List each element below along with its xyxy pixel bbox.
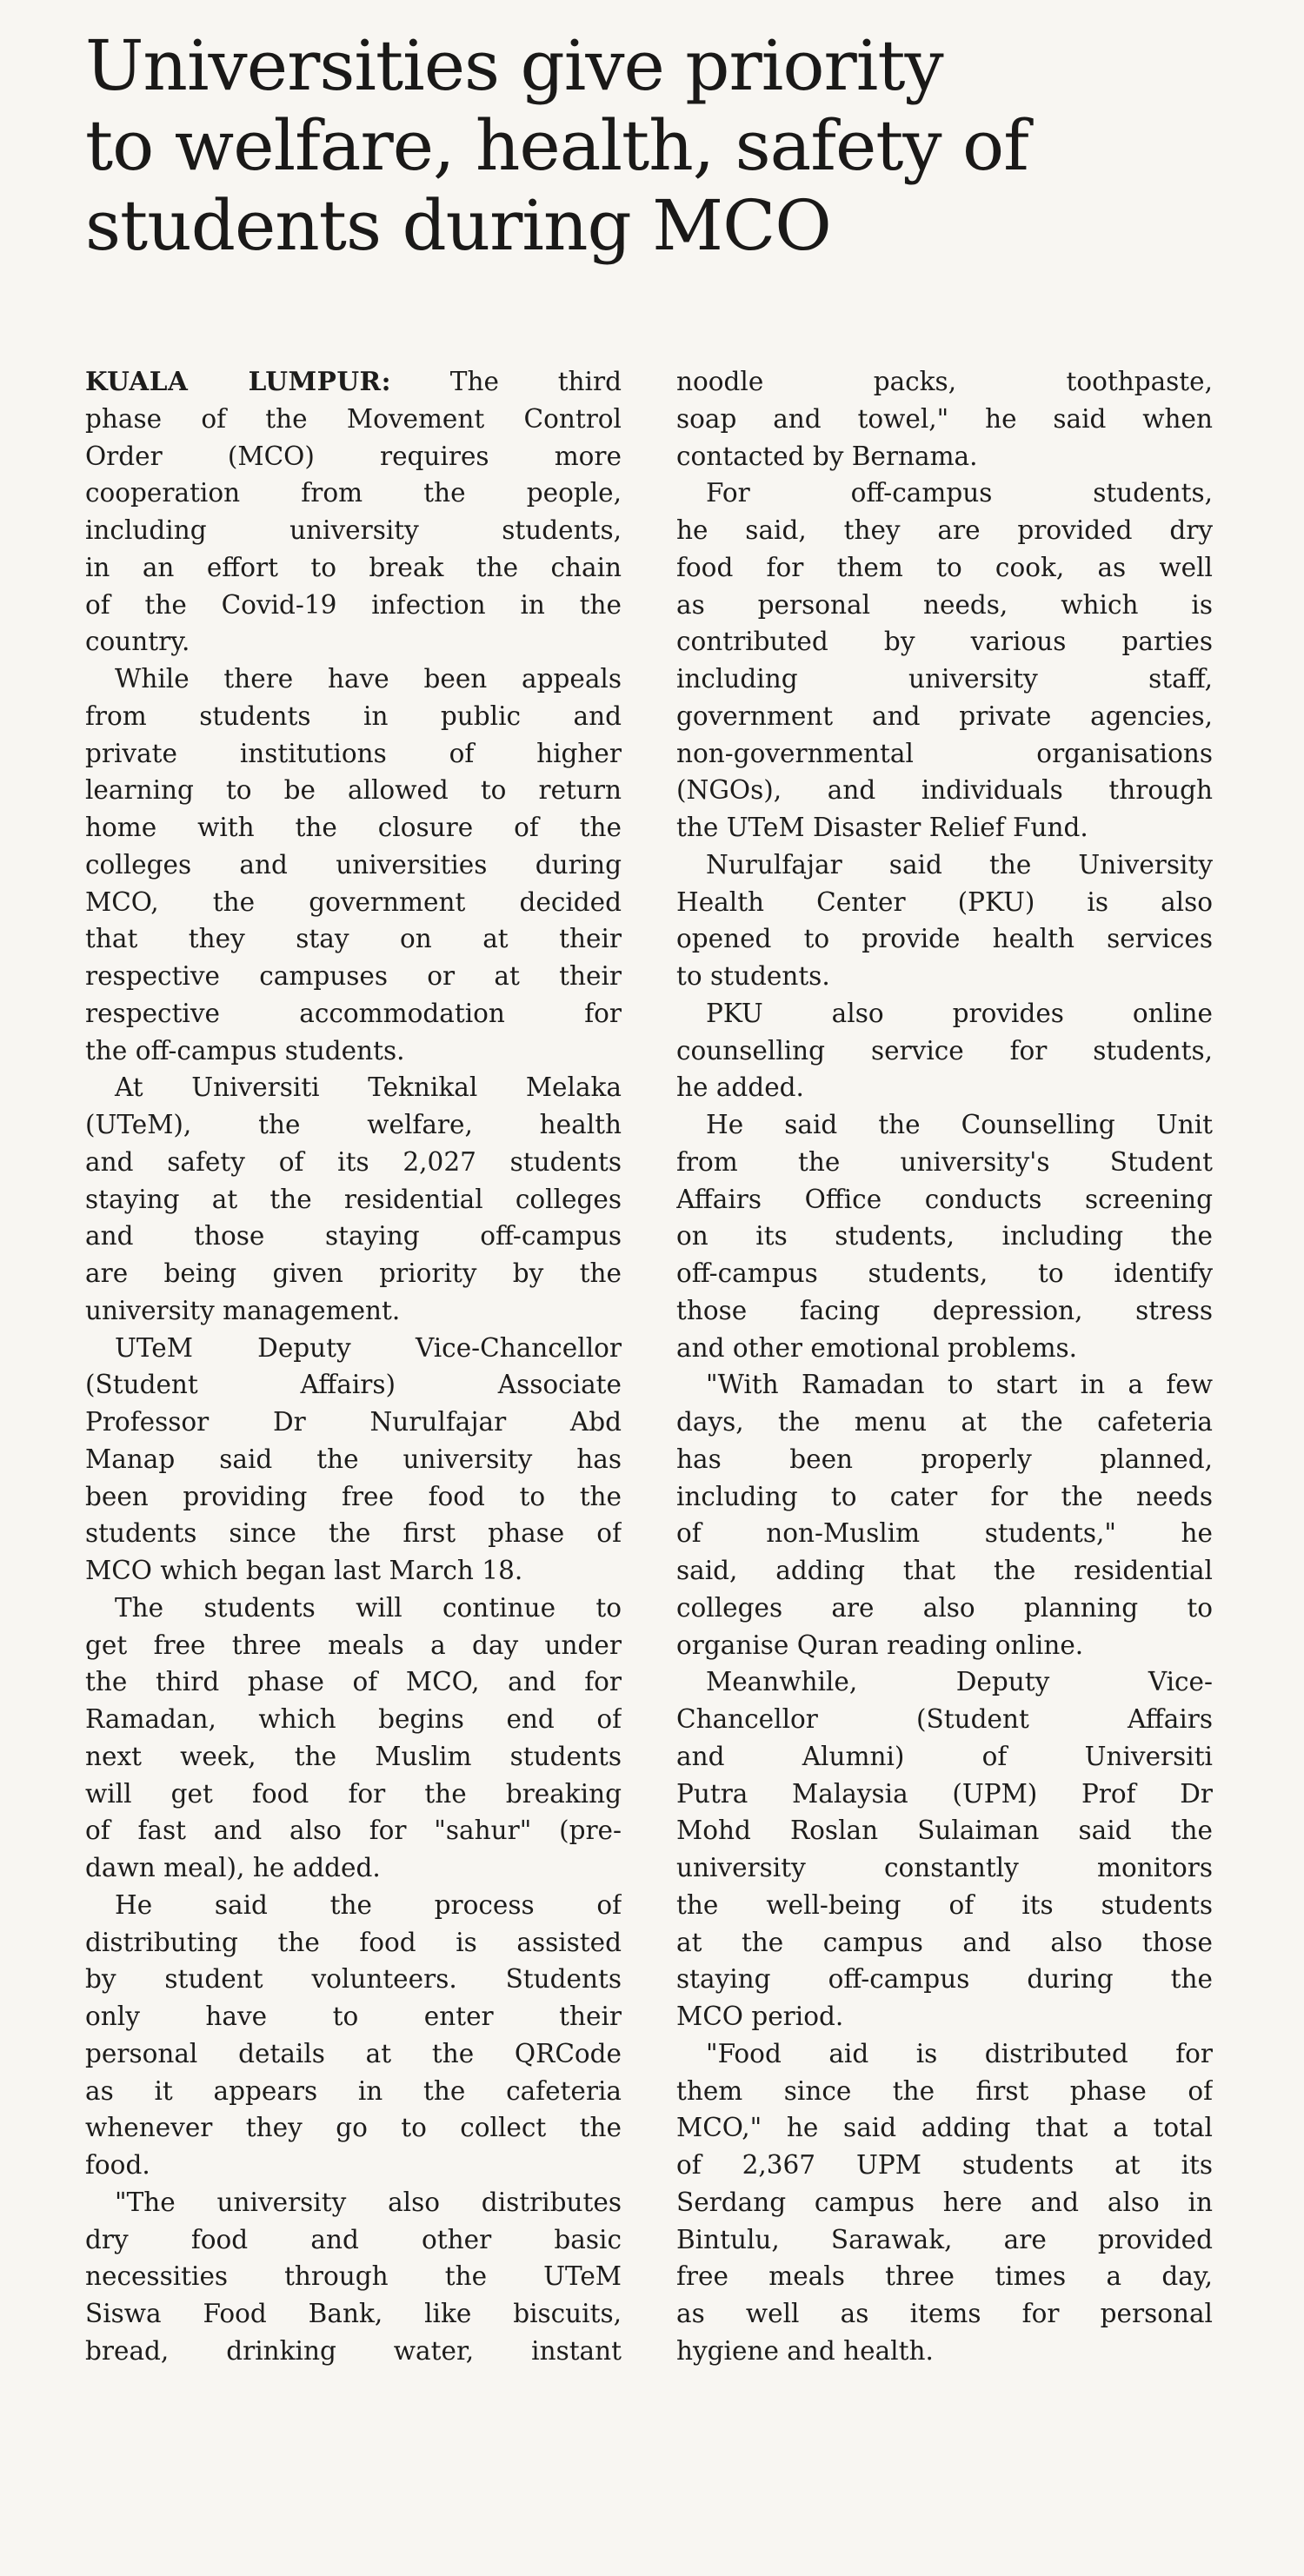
- article-text-line: home with the closure of the: [85, 813, 622, 842]
- article-text-line: phase of the Movement Control: [85, 403, 622, 434]
- article-text-line: learning to be allowed to return: [85, 775, 622, 806]
- article-text-line: MCO period.: [676, 2002, 844, 2031]
- article-text-line: colleges and universities during: [85, 849, 622, 880]
- article-text-line: of non-Muslim students," he: [676, 1518, 1213, 1549]
- article-text-line: on its students, including the: [676, 1221, 1213, 1251]
- article-text-line: dawn meal), he added.: [85, 1853, 381, 1882]
- article-text-line: Meanwhile, Deputy Vice-: [706, 1667, 1213, 1697]
- article-text-line: and Alumni) of Universiti: [676, 1741, 1213, 1771]
- article-text-line: as personal needs, which is: [676, 589, 1213, 620]
- article-text-line: colleges are also planning to: [676, 1592, 1213, 1623]
- article-text-line: from students in public and: [85, 700, 622, 731]
- article-text-line: university constantly monitors: [676, 1853, 1213, 1882]
- article-text-line: by student volunteers. Students: [85, 1964, 622, 1995]
- article-text-line: next week, the Muslim students: [85, 1741, 622, 1771]
- article-text-line: of the Covid-19 infection in the: [85, 589, 622, 620]
- article-text-line: "Food aid is distributed for: [706, 2038, 1213, 2068]
- article-text-line: the UTeM Disaster Relief Fund.: [676, 813, 1088, 842]
- article-text-line: whenever they go to collect the: [85, 2113, 622, 2143]
- article-text-line: soap and towel," he said when: [676, 403, 1213, 434]
- article-text-line: Mohd Roslan Sulaiman said the: [676, 1816, 1213, 1846]
- article-text-line: the well-being of its students: [676, 1889, 1213, 1920]
- article-text-line: at the campus and also those: [676, 1927, 1213, 1957]
- article-text-line: The students will continue to: [115, 1592, 622, 1623]
- article-text-line: including university students,: [85, 515, 622, 545]
- dateline: KUALA LUMPUR:: [85, 366, 391, 396]
- article-text-line: Ramadan, which begins end of: [85, 1704, 622, 1734]
- article-headline: [85, 26, 1241, 266]
- article-text-line: (Student Affairs) Associate: [85, 1370, 622, 1400]
- article-text-line: non-governmental organisations: [676, 738, 1213, 768]
- article-text-line: bread, drinking water, instant: [85, 2335, 622, 2366]
- article-text-line: from the university's Student: [676, 1146, 1213, 1177]
- article-text-line: cooperation from the people,: [85, 478, 622, 508]
- headline-line: Universities give priority: [85, 25, 943, 106]
- article-text-line: he added.: [676, 1072, 804, 1103]
- article-text-line: UTeM Deputy Vice-Chancellor: [115, 1332, 622, 1363]
- article-text-line: Siswa Food Bank, like biscuits,: [85, 2299, 622, 2328]
- headline-line: to welfare, health, safety of: [85, 105, 1028, 186]
- article-text-line: and those staying off-campus: [85, 1221, 622, 1251]
- article-text-line: opened to provide health services: [676, 924, 1213, 954]
- article-text-line: university management.: [85, 1295, 401, 1325]
- article-text-line: Bintulu, Sarawak, are provided: [676, 2224, 1213, 2254]
- article-text-line: counselling service for students,: [676, 1035, 1213, 1066]
- article-text-line: organise Quran reading online.: [676, 1630, 1084, 1660]
- article-text-line: necessities through the UTeM: [85, 2261, 622, 2292]
- article-column-left: [85, 363, 622, 2370]
- article-text-line: respective campuses or at their: [85, 961, 622, 991]
- article-text-line: Professor Dr Nurulfajar Abd: [85, 1407, 622, 1437]
- article-text-line: the off-campus students.: [85, 1035, 405, 1066]
- article-text-line: and other emotional problems.: [676, 1332, 1078, 1363]
- article-text-line: said, adding that the residential: [676, 1556, 1213, 1585]
- article-text-line: of 2,367 UPM students at its: [676, 2150, 1213, 2180]
- headline-line: students during MCO: [85, 185, 831, 266]
- article-text-line: country.: [85, 627, 190, 657]
- article-text-line: including university staff,: [676, 664, 1213, 694]
- article-text-line: Manap said the university has: [85, 1444, 622, 1474]
- article-text-line: contacted by Bernama.: [676, 441, 978, 471]
- article-column-right: [676, 363, 1213, 2370]
- article-text-line: (UTeM), the welfare, health: [85, 1110, 622, 1139]
- article-text-line: as it appears in the cafeteria: [85, 2075, 622, 2106]
- article-text-line: the third phase of MCO, and for: [85, 1667, 622, 1697]
- article-text-line: government and private agencies,: [676, 700, 1213, 731]
- article-text-line: been providing free food to the: [85, 1481, 622, 1511]
- article-text-line: Affairs Office conducts screening: [676, 1184, 1213, 1214]
- article-text-line: and safety of its 2,027 students: [85, 1146, 622, 1177]
- article-text-line: While there have been appeals: [115, 664, 622, 694]
- article-text-line: contributed by various parties: [676, 627, 1213, 657]
- article-text-line: days, the menu at the cafeteria: [676, 1407, 1213, 1437]
- article-text-line: food for them to cook, as well: [676, 552, 1213, 582]
- article-text-line: Order (MCO) requires more: [85, 441, 622, 471]
- article-text-line: [85, 363, 622, 401]
- article-text-line: as well as items for personal: [676, 2299, 1213, 2328]
- article-text-line: to students.: [676, 961, 830, 991]
- article-text-line: Putra Malaysia (UPM) Prof Dr: [676, 1778, 1213, 1809]
- article-text-line: only have to enter their: [85, 2002, 622, 2031]
- article-text-line: staying off-campus during the: [676, 1964, 1213, 1995]
- article-text-line: free meals three times a day,: [676, 2261, 1213, 2292]
- article-text-line: will get food for the breaking: [85, 1778, 622, 1809]
- article-text-line: off-campus students, to identify: [676, 1258, 1213, 1288]
- article-text-line: of fast and also for "sahur" (pre-: [85, 1816, 622, 1846]
- article-text-line: students since the first phase of: [85, 1518, 622, 1549]
- article-text-line: dry food and other basic: [85, 2224, 622, 2254]
- article-text-line: He said the Counselling Unit: [706, 1110, 1213, 1139]
- article-text-line: MCO which began last March 18.: [85, 1556, 523, 1585]
- article-text-line: "With Ramadan to start in a few: [706, 1370, 1213, 1400]
- article-text-line: food.: [85, 2150, 150, 2180]
- article-text-line: PKU also provides online: [706, 998, 1213, 1028]
- article-text-line: personal details at the QRCode: [85, 2038, 622, 2068]
- article-text-line: MCO, the government decided: [85, 886, 622, 917]
- article-text-line: staying at the residential colleges: [85, 1184, 622, 1214]
- article-text-line: For off-campus students,: [706, 478, 1213, 508]
- article-text-line: them since the first phase of: [676, 2075, 1213, 2106]
- article-text-line: has been properly planned,: [676, 1444, 1213, 1474]
- article-text-line: (NGOs), and individuals through: [676, 775, 1213, 806]
- dateline-text: The third: [390, 367, 622, 396]
- article-text-line: distributing the food is assisted: [85, 1927, 622, 1957]
- article-text-line: Nurulfajar said the University: [706, 849, 1213, 880]
- article-text-line: Serdang campus here and also in: [676, 2187, 1213, 2217]
- article-text-line: Chancellor (Student Affairs: [676, 1704, 1213, 1734]
- article-text-line: hygiene and health.: [676, 2335, 934, 2366]
- article-text-line: Health Center (PKU) is also: [676, 886, 1213, 917]
- article-text-line: respective accommodation for: [85, 998, 622, 1028]
- article-text-line: in an effort to break the chain: [85, 552, 622, 582]
- article-text-line: private institutions of higher: [85, 738, 622, 768]
- article-text-line: are being given priority by the: [85, 1258, 622, 1288]
- article-text-line: that they stay on at their: [85, 924, 622, 954]
- article-text-line: he said, they are provided dry: [676, 515, 1213, 545]
- article-text-line: He said the process of: [115, 1889, 622, 1920]
- article-text-line: noodle packs, toothpaste,: [676, 367, 1213, 396]
- article-text-line: those facing depression, stress: [676, 1295, 1213, 1325]
- article-text-line: "The university also distributes: [115, 2187, 622, 2217]
- article-text-line: including to cater for the needs: [676, 1481, 1213, 1511]
- article-text-line: MCO," he said adding that a total: [676, 2113, 1213, 2143]
- article-text-line: get free three meals a day under: [85, 1630, 622, 1660]
- article-text-line: At Universiti Teknikal Melaka: [115, 1072, 622, 1103]
